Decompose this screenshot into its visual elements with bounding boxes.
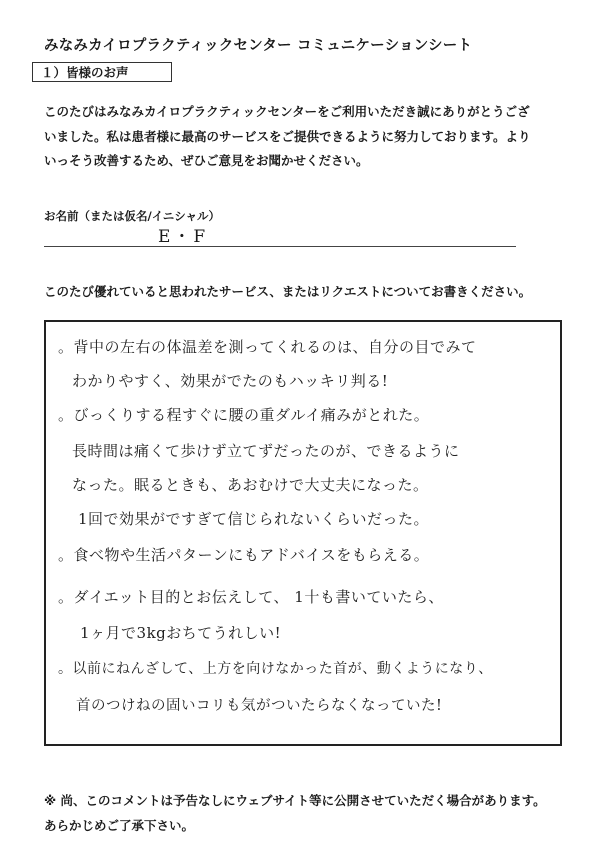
comment-line: 1回で効果がですぎて信じられないくらいだった。 <box>78 510 430 528</box>
comment-line: なった。眠るときも、あおむけで大丈夫になった。 <box>72 476 429 494</box>
comment-line: 。背中の左右の体温差を測ってくれるのは、自分の目でみて <box>58 338 477 356</box>
intro-line: いました。私は患者様に最高のサービスをご提供できるように努力しております。より <box>44 128 531 144</box>
intro-line: いっそう改善するため、ぜひご意見をお聞かせください。 <box>44 153 369 168</box>
comment-line: 首のつけねの固いコリも気がついたらなくなっていた! <box>76 698 443 714</box>
comment-line: 1ヶ月で3kgおちてうれしい! <box>80 624 282 642</box>
intro-text <box>44 100 564 174</box>
comment-line: 。以前にねんざして、上方を向けなかった首が、動くようになり、 <box>58 661 493 677</box>
footer-note-line: あらかじめご了承下さい。 <box>44 818 195 833</box>
comment-line: 。食べ物や生活パターンにもアドバイスをもらえる。 <box>58 546 430 564</box>
intro-line: このたびはみなみカイロプラクティックセンターをご利用いただき誠にありがとうござ <box>44 104 530 119</box>
comment-line: わかりやすく、効果がでたのもハッキリ判る! <box>72 372 389 390</box>
name-label: お名前（または仮名/イニシャル） <box>44 209 221 223</box>
comment-line: 。ダイエット目的とお伝えして、 1十も書いていたら、 <box>58 588 444 606</box>
section-label: １）皆様のお声 <box>32 62 172 82</box>
page-title: みなみカイロプラクティックセンター コミュニケーションシート <box>44 38 473 54</box>
request-prompt: このたび優れていると思われたサービス、またはリクエストについてお書きください。 <box>44 284 532 299</box>
footer-note-line: ※ 尚、このコメントは予告なしにウェブサイト等に公開させていただく場合があります。 <box>44 793 546 808</box>
name-value: E・F <box>158 227 209 247</box>
comment-line: 長時間は痛くて歩けず立てずだったのが、できるように <box>72 442 460 460</box>
name-underline <box>44 246 516 247</box>
footer-note <box>44 788 564 838</box>
comment-line: 。びっくりする程すぐに腰の重ダルイ痛みがとれた。 <box>58 406 430 424</box>
